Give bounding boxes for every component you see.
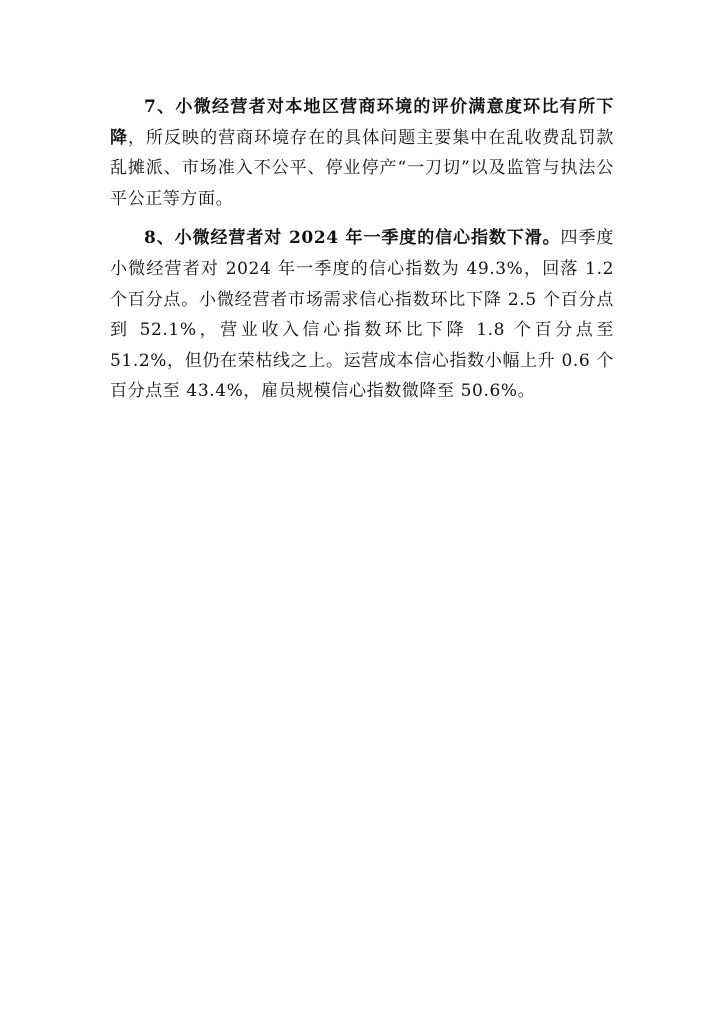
paragraph-7-heading: 7、小微经营者对本地区营商环境的评价满意度环比有所下降 [110,97,614,148]
paragraph-8-text: 四季度小微经营者对 2024 年一季度的信心指数为 49.3%，回落 1.2 个百分点。小微经营者市场需求信心指数环比下降 2.5 个百分点到 52.1%，营业收入信心指数环比下降 1.8 个百分点至 51.2%，但仍在荣枯线之上。运营成本信心指数小幅上升 0.6 个百分点至 43.4%，雇员规模信心指数微降至 50.6%。 [110,228,614,402]
document-body [110,92,614,416]
paragraph-8 [110,223,614,407]
paragraph-7 [110,92,614,214]
paragraph-7-text: ，所反映的营商环境存在的具体问题主要集中在乱收费乱罚款乱摊派、市场准入不公平、停业停产“一刀切”以及监管与执法公平公正等方面。 [110,127,614,209]
paragraph-8-heading: 8、小微经营者对 2024 年一季度的信心指数下滑。 [144,228,561,249]
